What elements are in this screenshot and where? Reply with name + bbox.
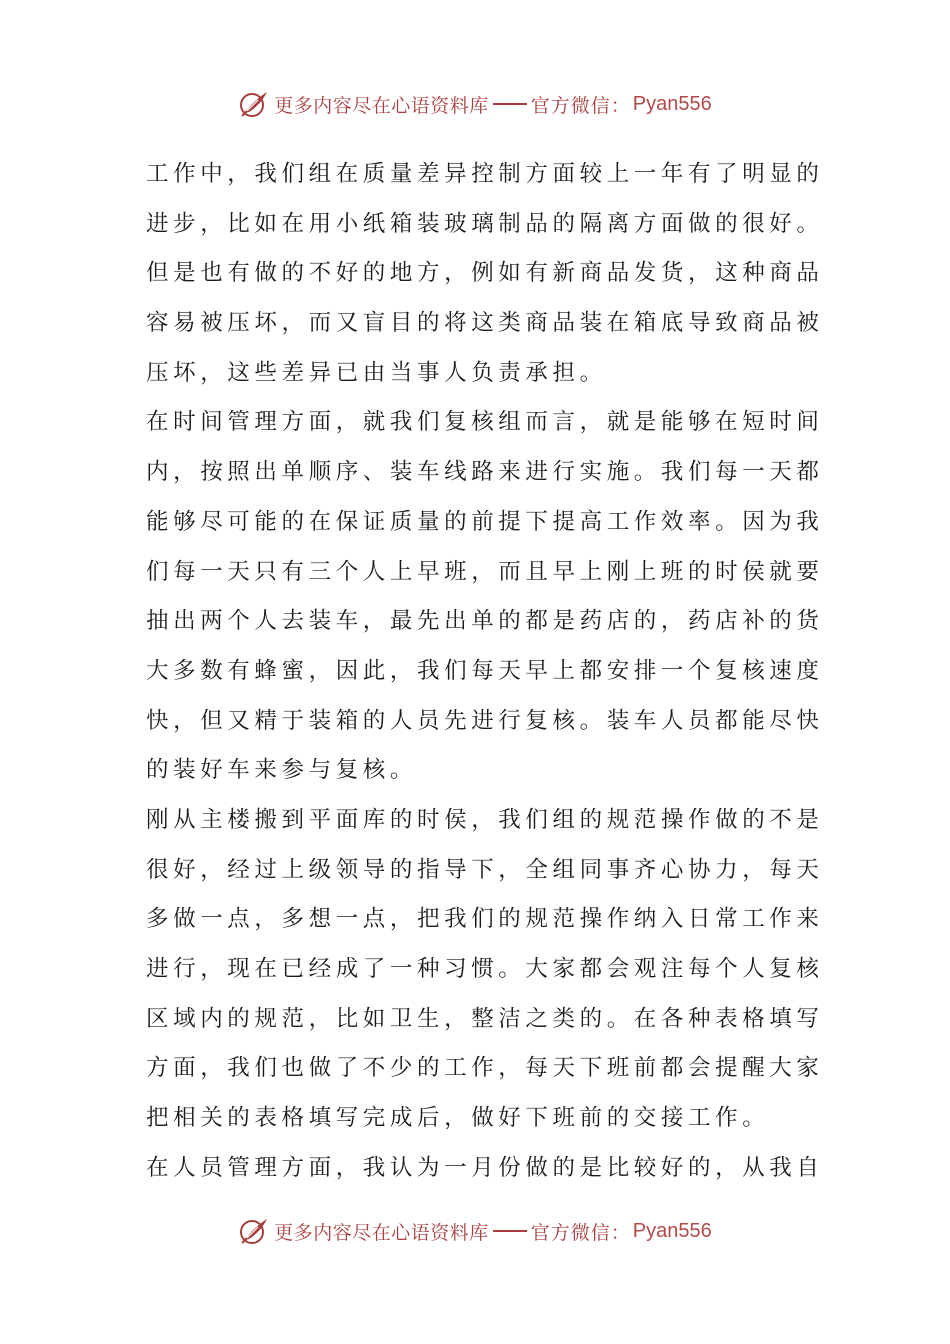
text-line: 的装好车来参与复核。 [146, 757, 418, 784]
header-banner-content [238, 88, 712, 120]
footer-banner [0, 1211, 950, 1251]
text-line: 区域内的规范，比如卫生，整洁之类的。在各种表格填写 [146, 1005, 824, 1032]
text-line: 容易被压坏，而又盲目的将这类商品装在箱底导致商品被 [146, 310, 824, 337]
quill-pen-logo-icon [238, 88, 270, 120]
text-line: 多做一点，多想一点，把我们的规范操作纳入日常工作来 [146, 906, 824, 933]
footer-site-text: 更多内容尽在心语资料库 [274, 1221, 489, 1244]
text-line: 抽出两个人去装车，最先出单的都是药店的，药店补的货 [146, 608, 824, 635]
text-line: 很好，经过上级领导的指导下，全组同事齐心协力，每天 [146, 856, 824, 883]
footer-wechat-id: Pyan556 [632, 1219, 712, 1242]
text-line: 工作中，我们组在质量差异控制方面较上一年有了明显的 [146, 161, 824, 187]
text-line: 把相关的表格填写完成后，做好下班前的交接工作。 [146, 1105, 770, 1132]
body-text [146, 150, 824, 1193]
footer-banner-content [238, 1215, 712, 1247]
footer-wechat-label: 官方微信： [530, 1221, 631, 1244]
text-line: 进行，现在已经成了一种习惯。大家都会观注每个人复核 [146, 956, 824, 982]
text-line: 能够尽可能的在保证质量的前提下提高工作效率。因为我 [146, 508, 824, 535]
header-site-text: 更多内容尽在心语资料库 [274, 94, 489, 117]
text-line: 在人员管理方面，我认为一月份做的是比较好的，从我自 [146, 1154, 824, 1181]
footer-dash [493, 1230, 527, 1232]
text-line: 快，但又精于装箱的人员先进行复核。装车人员都能尽快 [146, 707, 824, 734]
text-line: 压坏，这些差异已由当事人负责承担。 [146, 359, 607, 386]
text-line: 内，按照出单顺序、装车线路来进行实施。我们每一天都 [146, 459, 824, 486]
text-line: 刚从主楼搬到平面库的时侯，我们组的规范操作做的不是 [146, 806, 824, 833]
header-dash [493, 103, 527, 105]
quill-pen-logo-icon [238, 1215, 270, 1247]
text-line: 方面，我们也做了不少的工作，每天下班前都会提醒大家 [146, 1055, 824, 1082]
header-banner [0, 84, 950, 124]
text-line: 进步，比如在用小纸箱装玻璃制品的隔离方面做的很好。 [146, 210, 824, 237]
text-line: 但是也有做的不好的地方，例如有新商品发货，这种商品 [146, 260, 824, 287]
text-line: 大多数有蜂蜜，因此，我们每天早上都安排一个复核速度 [146, 657, 824, 684]
text-line: 在时间管理方面，就我们复核组而言，就是能够在短时间 [146, 409, 824, 436]
text-line: 们每一天只有三个人上早班，而且早上刚上班的时侯就要 [146, 558, 824, 585]
header-wechat-id: Pyan556 [632, 92, 712, 115]
header-wechat-label: 官方微信： [530, 94, 631, 117]
